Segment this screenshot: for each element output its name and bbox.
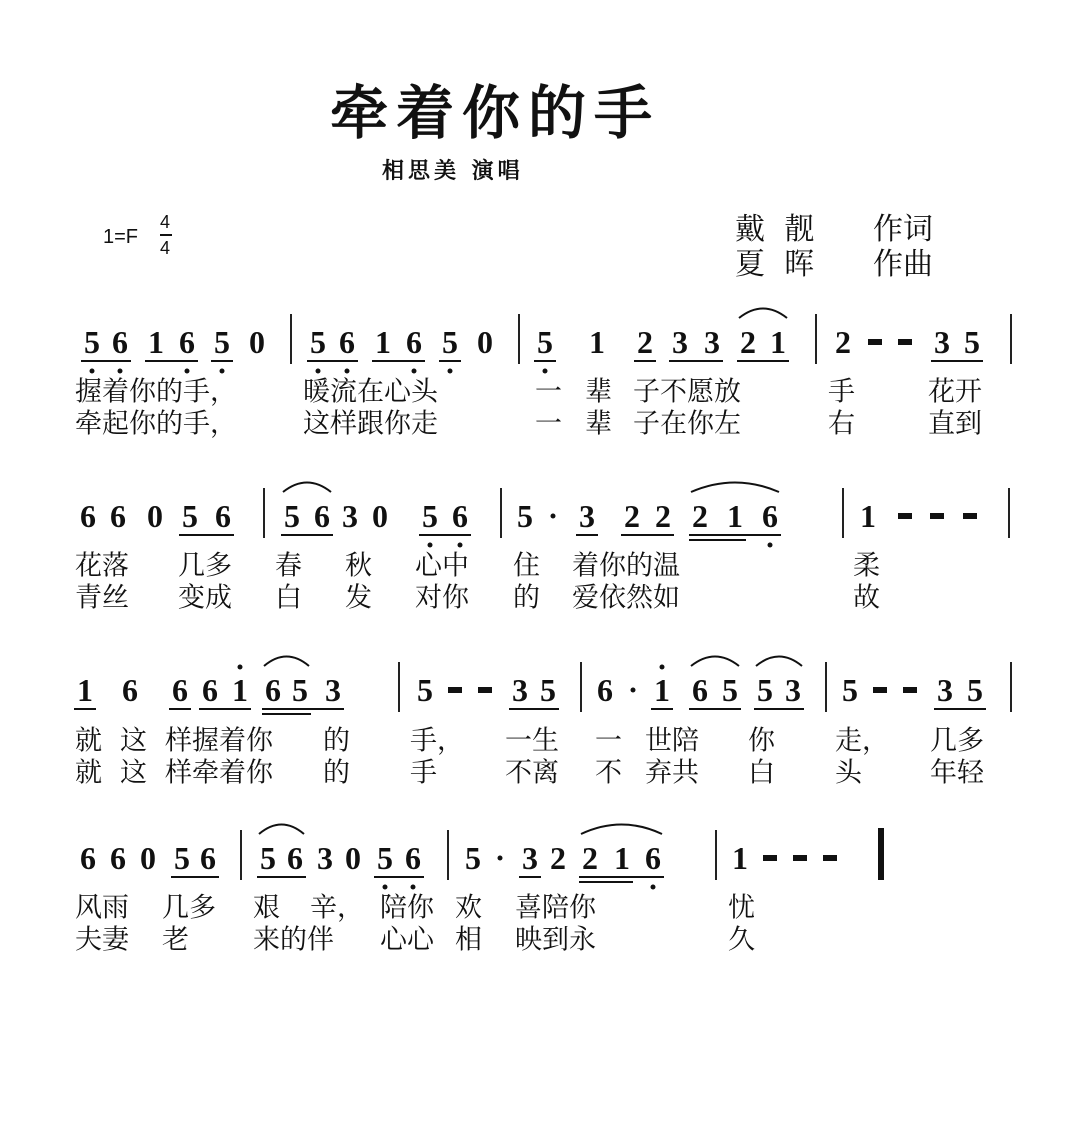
lyric-segment: 世陪 [645, 725, 699, 757]
underline-beam [211, 360, 233, 362]
note: 6 [597, 672, 613, 708]
underline-beam [307, 360, 358, 362]
extension-dash [823, 855, 837, 861]
note: 5 [540, 672, 556, 708]
lyric-segment: 着你的温 [572, 550, 680, 582]
extension-dash [448, 687, 462, 693]
time-signature-bottom: 4 [160, 238, 171, 258]
time-signature-top: 4 [160, 212, 171, 232]
slur-mark [690, 479, 780, 493]
note: 1 [148, 324, 164, 360]
note: 3 [704, 324, 720, 360]
note: 6 [122, 672, 138, 708]
note: 6 [265, 672, 281, 708]
lyric-segment: 心中 [415, 550, 469, 582]
lyric-segment: 不离 [505, 757, 559, 789]
lyric-segment: 一 [535, 376, 562, 408]
slur-mark [263, 653, 310, 667]
extension-dash [763, 855, 777, 861]
extension-dash [478, 687, 492, 693]
note: 2 [582, 840, 598, 876]
lyric-segment: 子在你左 [633, 408, 741, 440]
lyric-segment: 秋 [345, 550, 372, 582]
lower-octave-dot [448, 369, 453, 374]
lyric-segment: 相 [455, 924, 482, 956]
note: 1 [860, 498, 876, 534]
double-underline-beam [262, 713, 311, 715]
lyric-segment: 心心 [380, 924, 434, 956]
lyric-segment: 年轻 [930, 757, 984, 789]
lower-octave-dot [768, 543, 773, 548]
underline-beam [262, 708, 344, 710]
note: 2 [692, 498, 708, 534]
lyric-segment: 的 [323, 725, 350, 757]
note: 3 [522, 840, 538, 876]
underline-beam [634, 360, 656, 362]
augmentation-dot [631, 688, 636, 693]
note: 6 [215, 498, 231, 534]
underline-beam [737, 360, 789, 362]
lyric-segment: 牵起你的手， [75, 408, 237, 440]
time-signature-line [160, 234, 172, 236]
composer-role: 作曲 [873, 247, 933, 282]
note: 6 [339, 324, 355, 360]
lyric-segment: 艰 [253, 892, 280, 924]
note: 0 [147, 498, 163, 534]
underline-beam [689, 534, 781, 536]
barline [290, 314, 292, 364]
note: 1 [732, 840, 748, 876]
barline [1008, 488, 1010, 538]
lower-octave-dot [412, 369, 417, 374]
note: 5 [422, 498, 438, 534]
note: 6 [112, 324, 128, 360]
note: 3 [579, 498, 595, 534]
lyric-segment: 白 [275, 582, 302, 614]
note: 6 [452, 498, 468, 534]
note: 5 [967, 672, 983, 708]
note: 6 [314, 498, 330, 534]
underline-beam [257, 876, 306, 878]
note: 5 [517, 498, 533, 534]
extension-dash [963, 513, 977, 519]
note: 3 [317, 840, 333, 876]
note: 5 [284, 498, 300, 534]
lyric-segment: 这样跟你走 [303, 408, 438, 440]
note: 1 [77, 672, 93, 708]
slur-mark [580, 821, 663, 835]
lyric-segment: 走， [835, 725, 889, 757]
lyric-segment: 就 [75, 725, 102, 757]
lyric-segment: 变成 [178, 582, 232, 614]
lower-octave-dot [316, 369, 321, 374]
augmentation-dot [551, 514, 556, 519]
note: 2 [624, 498, 640, 534]
note: 5 [964, 324, 980, 360]
lyric-segment: 你 [748, 725, 775, 757]
lyric-segment: 一 [535, 408, 562, 440]
note: 2 [655, 498, 671, 534]
underline-beam [199, 708, 251, 710]
barline [1010, 314, 1012, 364]
lyric-segment: 喜陪你 [515, 892, 596, 924]
underline-beam [934, 708, 986, 710]
underline-beam [171, 876, 219, 878]
lyric-segment: 直到 [928, 408, 982, 440]
underline-beam [169, 708, 191, 710]
lyric-segment: 头 [835, 757, 862, 789]
note: 5 [842, 672, 858, 708]
barline [240, 830, 242, 880]
note: 3 [512, 672, 528, 708]
lower-octave-dot [345, 369, 350, 374]
note: 5 [310, 324, 326, 360]
lyricist-name: 戴 靓 [735, 212, 815, 247]
note: 1 [654, 672, 670, 708]
note: 2 [550, 840, 566, 876]
lower-octave-dot [90, 369, 95, 374]
lyric-segment: 夫妻 [75, 924, 129, 956]
note: 6 [405, 840, 421, 876]
lyric-segment: 来的伴 [253, 924, 334, 956]
extension-dash [793, 855, 807, 861]
barline [715, 830, 717, 880]
note: 5 [182, 498, 198, 534]
song-title: 牵着你的手 [330, 79, 661, 147]
double-underline-beam [689, 539, 746, 541]
underline-beam [651, 708, 673, 710]
note: 5 [417, 672, 433, 708]
barline [447, 830, 449, 880]
composer-name: 夏 晖 [735, 247, 815, 282]
note: 6 [172, 672, 188, 708]
lyric-segment: 几多 [930, 725, 984, 757]
extension-dash [868, 339, 882, 345]
note: 3 [342, 498, 358, 534]
note: 5 [722, 672, 738, 708]
extension-dash [898, 513, 912, 519]
lyric-segment: 忧 [728, 892, 755, 924]
note: 3 [325, 672, 341, 708]
lower-octave-dot [185, 369, 190, 374]
note: 2 [835, 324, 851, 360]
note: 5 [757, 672, 773, 708]
lower-octave-dot [651, 885, 656, 890]
underline-beam [145, 360, 198, 362]
lyric-segment: 手， [410, 725, 464, 757]
lyric-segment: 手 [828, 376, 855, 408]
note: 1 [232, 672, 248, 708]
lyric-segment: 样握着你 [165, 725, 273, 757]
double-underline-beam [579, 881, 633, 883]
note: 5 [377, 840, 393, 876]
note: 1 [614, 840, 630, 876]
note: 6 [762, 498, 778, 534]
upper-octave-dot [660, 665, 665, 670]
lyric-segment: 风雨 [75, 892, 129, 924]
note: 2 [637, 324, 653, 360]
lyric-segment: 春 [275, 550, 302, 582]
lower-octave-dot [458, 543, 463, 548]
underline-beam [579, 876, 664, 878]
note: 3 [934, 324, 950, 360]
note: 5 [174, 840, 190, 876]
lyric-segment: 一生 [505, 725, 559, 757]
lower-octave-dot [118, 369, 123, 374]
lyric-segment: 青丝 [75, 582, 129, 614]
note: 6 [110, 840, 126, 876]
barline [398, 662, 400, 712]
extension-dash [930, 513, 944, 519]
underline-beam [74, 708, 96, 710]
note: 6 [202, 672, 218, 708]
underline-beam [419, 534, 471, 536]
lyric-segment: 辈 [585, 408, 612, 440]
underline-beam [931, 360, 983, 362]
note: 5 [537, 324, 553, 360]
lyric-segment: 对你 [415, 582, 469, 614]
note: 1 [375, 324, 391, 360]
final-barline [878, 828, 884, 880]
note: 5 [260, 840, 276, 876]
note: 1 [589, 324, 605, 360]
underline-beam [179, 534, 234, 536]
note: 2 [740, 324, 756, 360]
lyric-segment: 柔 [853, 550, 880, 582]
note: 6 [200, 840, 216, 876]
barline [263, 488, 265, 538]
singer-credit: 相思美 演唱 [382, 158, 524, 184]
lyric-segment: 暖流在心头 [303, 376, 438, 408]
underline-beam [669, 360, 723, 362]
upper-octave-dot [238, 665, 243, 670]
note: 5 [442, 324, 458, 360]
lower-octave-dot [428, 543, 433, 548]
note: 3 [785, 672, 801, 708]
lyric-segment: 陪你 [380, 892, 434, 924]
barline [500, 488, 502, 538]
lyric-segment: 握着你的手， [75, 376, 237, 408]
slur-mark [258, 821, 305, 835]
underline-beam [519, 876, 541, 878]
underline-beam [689, 708, 741, 710]
note: 5 [214, 324, 230, 360]
lyric-segment: 不 [595, 757, 622, 789]
slur-mark [738, 305, 788, 319]
lower-octave-dot [383, 885, 388, 890]
barline [815, 314, 817, 364]
key-signature: 1=F [103, 226, 139, 248]
note: 6 [692, 672, 708, 708]
lyric-segment: 辈 [585, 376, 612, 408]
note: 0 [249, 324, 265, 360]
extension-dash [903, 687, 917, 693]
underline-beam [576, 534, 598, 536]
lyric-segment: 欢 [455, 892, 482, 924]
lyric-segment: 辛， [310, 892, 364, 924]
underline-beam [374, 876, 424, 878]
underline-beam [509, 708, 559, 710]
lyric-segment: 花开 [928, 376, 982, 408]
note: 6 [406, 324, 422, 360]
underline-beam [534, 360, 556, 362]
underline-beam [81, 360, 131, 362]
note: 0 [345, 840, 361, 876]
lyric-segment: 的 [323, 757, 350, 789]
lower-octave-dot [411, 885, 416, 890]
extension-dash [898, 339, 912, 345]
barline [580, 662, 582, 712]
lyric-segment: 发 [345, 582, 372, 614]
note: 5 [84, 324, 100, 360]
lyric-segment: 映到永 [515, 924, 596, 956]
lyricist-role: 作词 [873, 212, 933, 247]
lyric-segment: 爱依然如 [572, 582, 680, 614]
note: 3 [672, 324, 688, 360]
note: 1 [727, 498, 743, 534]
lyric-segment: 久 [728, 924, 755, 956]
lyric-segment: 这 [120, 757, 147, 789]
barline [842, 488, 844, 538]
underline-beam [754, 708, 804, 710]
note: 6 [645, 840, 661, 876]
note: 3 [937, 672, 953, 708]
lyric-segment: 弃共 [645, 757, 699, 789]
slur-mark [282, 479, 332, 493]
underline-beam [281, 534, 333, 536]
note: 5 [465, 840, 481, 876]
lyric-segment: 几多 [178, 550, 232, 582]
extension-dash [873, 687, 887, 693]
lyric-segment: 样牵着你 [165, 757, 273, 789]
note: 6 [287, 840, 303, 876]
note: 0 [372, 498, 388, 534]
lyric-segment: 的 [513, 582, 540, 614]
lyric-segment: 白 [748, 757, 775, 789]
lyric-segment: 老 [162, 924, 189, 956]
lyric-segment: 右 [828, 408, 855, 440]
note: 6 [80, 840, 96, 876]
note: 1 [770, 324, 786, 360]
barline [1010, 662, 1012, 712]
underline-beam [439, 360, 461, 362]
lyric-segment: 故 [853, 582, 880, 614]
note: 6 [110, 498, 126, 534]
composer-credit [735, 239, 933, 283]
lower-octave-dot [543, 369, 548, 374]
lyric-segment: 这 [120, 725, 147, 757]
barline [825, 662, 827, 712]
lyric-segment: 花落 [75, 550, 129, 582]
slur-mark [755, 653, 803, 667]
lyric-segment: 几多 [162, 892, 216, 924]
underline-beam [372, 360, 425, 362]
augmentation-dot [498, 856, 503, 861]
lyric-segment: 手 [410, 757, 437, 789]
lyric-segment: 住 [513, 550, 540, 582]
lyric-segment: 子不愿放 [633, 376, 741, 408]
lyric-segment: 一 [595, 725, 622, 757]
note: 6 [80, 498, 96, 534]
barline [518, 314, 520, 364]
underline-beam [621, 534, 674, 536]
lower-octave-dot [220, 369, 225, 374]
note: 6 [179, 324, 195, 360]
lyric-segment: 就 [75, 757, 102, 789]
note: 0 [477, 324, 493, 360]
note: 0 [140, 840, 156, 876]
slur-mark [690, 653, 740, 667]
note: 5 [292, 672, 308, 708]
